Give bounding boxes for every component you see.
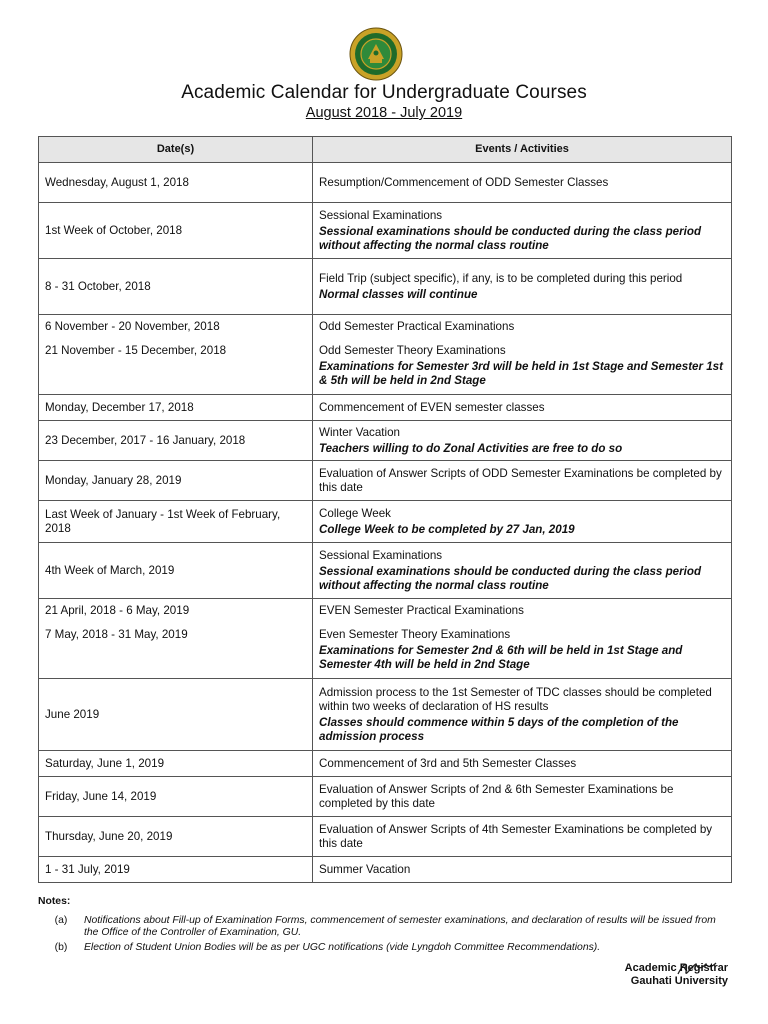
event-cell [313,395,732,421]
event-text: Summer Vacation [319,862,411,876]
event-text: Even Semester Theory Examinations [319,627,511,641]
event-cell [313,203,732,259]
notes-section [38,896,728,957]
event-cell [313,543,732,599]
date-cell [39,421,313,461]
signatory-role: Academic Registrar [624,962,728,974]
table-row [39,543,732,599]
date-text: 1 - 31 July, 2019 [45,862,130,876]
date-cell [39,599,313,679]
column-header-dates: Date(s) [39,137,313,163]
page-title: Academic Calendar for Undergraduate Courses [181,82,587,103]
date-cell [39,751,313,777]
event-note-text: Sessional examinations should be conducted during the class period without affecting the normal class routine [319,225,702,252]
date-text: 21 November - 15 December, 2018 [45,343,227,357]
event-note-text: Sessional examinations should be conducted during the class period without affecting the normal class routine [319,565,702,592]
event-text: Sessional Examinations [319,208,443,222]
table-row [39,751,732,777]
date-cell [39,679,313,751]
event-cell [313,259,732,315]
event-cell [313,817,732,857]
event-text: Resumption/Commencement of ODD Semester Classes [319,175,609,189]
event-cell [313,163,732,203]
event-cell [313,421,732,461]
date-text: 8 - 31 October, 2018 [45,279,151,293]
note-text: Notifications about Fill-up of Examination Forms, commencement of semester examinations, and declaration of results will be issued from the Office of the Controller of Examination, GU. [84,915,716,938]
note-item [38,915,728,939]
table-row [39,395,732,421]
column-header-events: Events / Activities [313,137,732,163]
date-cell [39,777,313,817]
event-text: Commencement of 3rd and 5th Semester Classes [319,756,577,770]
page-subtitle: August 2018 - July 2019 [305,105,463,121]
table-row [39,857,732,883]
date-cell [39,857,313,883]
table-row [39,421,732,461]
event-text: Evaluation of Answer Scripts of ODD Semester Examinations be completed by this date [319,467,722,494]
table-row [39,501,732,543]
date-text: Last Week of January - 1st Week of February, 2018 [45,508,281,535]
date-text: Monday, December 17, 2018 [45,400,194,414]
signature-block [625,962,728,988]
date-text: Monday, January 28, 2019 [45,473,182,487]
event-cell [313,777,732,817]
event-text: Sessional Examinations [319,548,443,562]
notes-title: Notes: [38,896,71,907]
date-text: Friday, June 14, 2019 [45,789,157,803]
date-cell [39,315,313,395]
date-text: 21 April, 2018 - 6 May, 2019 [45,604,190,617]
date-text: Saturday, June 1, 2019 [45,756,165,770]
date-text: Thursday, June 20, 2019 [45,829,173,843]
event-note-text: Examinations for Semester 2nd & 6th will be held in 1st Stage and Semester 4th will be held in 2nd Stage [319,644,683,671]
signatory-org: Gauhati University [630,975,728,987]
event-note-text: College Week to be completed by 27 Jan, 2019 [319,523,575,536]
date-text: 23 December, 2017 - 16 January, 2018 [45,433,246,447]
event-text: Commencement of EVEN semester classes [319,400,545,414]
table-row [39,599,732,679]
event-text: College Week [319,506,391,520]
date-text: 7 May, 2018 - 31 May, 2019 [45,627,188,641]
table-row [39,777,732,817]
table-row [39,203,732,259]
date-cell [39,543,313,599]
date-text: 6 November - 20 November, 2018 [45,320,220,333]
date-text: 4th Week of March, 2019 [45,563,175,577]
calendar-table [38,136,732,883]
date-text: Wednesday, August 1, 2018 [45,175,189,189]
event-cell [313,461,732,501]
date-cell [39,259,313,315]
note-item [38,942,728,954]
date-cell [39,817,313,857]
event-cell [313,599,732,679]
table-row [39,679,732,751]
event-note-text: Normal classes will continue [319,288,478,301]
table-row [39,163,732,203]
note-text: Election of Student Union Bodies will be as per UGC notifications (vide Lyngdoh Committee Recommendations). [84,942,601,953]
event-text: Winter Vacation [319,425,400,439]
table-row [39,817,732,857]
table-row [39,259,732,315]
event-note-text: Teachers willing to do Zonal Activities are free to do so [319,442,623,455]
event-cell [313,501,732,543]
event-text: Evaluation of Answer Scripts of 2nd & 6th Semester Examinations be completed by this date [319,783,674,810]
date-text: June 2019 [45,707,100,721]
event-cell [313,679,732,751]
date-cell [39,163,313,203]
event-text: Field Trip (subject specific), if any, is to be completed during this period [319,271,683,285]
event-note-text: Classes should commence within 5 days of the completion of the admission process [319,716,679,743]
note-label: (b) [54,942,68,953]
university-seal-icon [348,26,404,82]
event-cell [313,315,732,395]
event-text: EVEN Semester Practical Examinations [319,604,524,617]
date-cell [39,501,313,543]
date-cell [39,203,313,259]
date-text: 1st Week of October, 2018 [45,223,183,237]
event-cell [313,857,732,883]
event-note-text: Examinations for Semester 3rd will be held in 1st Stage and Semester 1st & 5th will be held in 2nd Stage [319,360,723,387]
table-row [39,461,732,501]
date-cell [39,395,313,421]
date-cell [39,461,313,501]
note-label: (a) [54,915,68,926]
event-text: Evaluation of Answer Scripts of 4th Semester Examinations be completed by this date [319,823,713,850]
event-text: Odd Semester Practical Examinations [319,320,515,333]
event-cell [313,751,732,777]
table-row [39,315,732,395]
table-header-row [39,137,732,163]
event-text: Admission process to the 1st Semester of TDC classes should be completed within two weeks of declaration of HS results [319,686,712,713]
event-text: Odd Semester Theory Examinations [319,343,506,357]
